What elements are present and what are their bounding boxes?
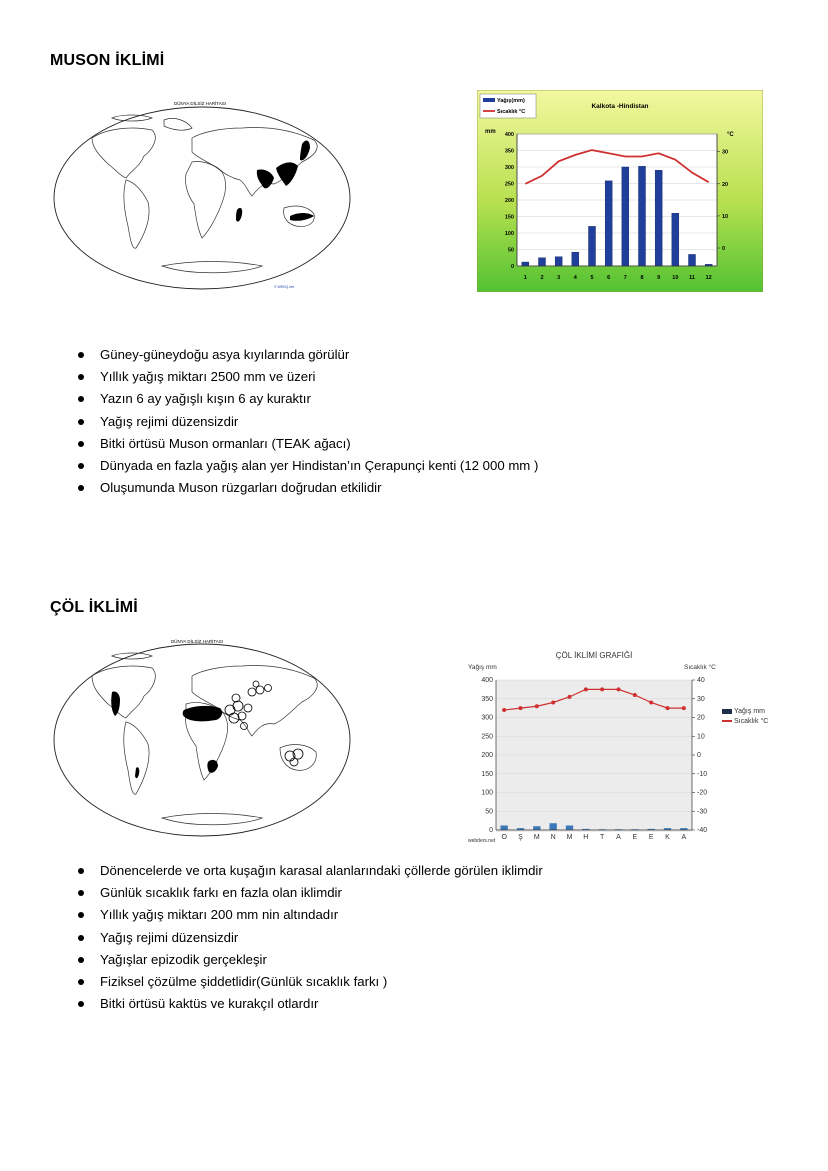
y-left-tick-label: 150 [481,770,493,778]
y-left-tick-label: 0 [489,827,493,834]
bar [555,257,562,266]
list-item: Günlük sıcaklık farkı en fazla olan iklimdir [78,882,543,904]
x-tick-label: M [566,834,573,841]
y-right-tick-label: 20 [697,714,705,722]
y-right-tick-label: 40 [697,677,705,684]
chart-title: ÇÖL İKLİMİ GRAFİĞİ [555,651,633,660]
list-item: Yazın 6 ay yağışlı kışın 6 ay kuraktır [78,388,538,410]
x-tick-label: K [665,834,670,841]
list-item: Dönencelerde ve orta kuşağın karasal alanlarındaki çöllerde görülen iklimdir [78,860,543,882]
bar [500,826,507,831]
temperature-point [617,687,621,691]
x-tick-label: 10 [672,275,679,281]
chart-source: webders.net [468,838,496,844]
x-tick-label: E [648,834,654,841]
x-tick-label: A [681,834,687,841]
monsoon-world-map [52,98,352,293]
bar [622,167,629,266]
temperature-point [600,687,604,691]
y-right-tick-label: -40 [697,827,708,834]
y-left-tick-label: 100 [481,789,493,797]
y-right-tick-label: 0 [722,246,726,253]
legend-temp: Sıcaklık °C [497,109,526,115]
y-left-label: mm [485,129,496,135]
y-left-tick-label: 300 [504,165,514,171]
y-left-tick-label: 350 [504,148,514,155]
temperature-point [633,693,637,697]
legend-item-temp [722,717,768,727]
x-tick-label: A [616,834,621,841]
desert-legend [722,707,768,727]
bar [539,258,546,266]
y-left-tick-label: 0 [510,264,514,270]
legend-precip: Yağış(mm) [497,98,525,104]
y-right-label: Sıcaklık °C [684,664,716,671]
x-tick-label: 7 [623,275,627,281]
list-item: Güney-güneydoğu asya kıyılarında görülür [78,344,538,366]
x-tick-label: 6 [607,275,611,281]
legend-swatch [722,709,732,713]
list-item: Fiziksel çözülme şiddetlidir(Günlük sıcaklık farkı ) [78,971,543,993]
y-left-tick-label: 300 [481,714,493,722]
monsoon-map-title: DÜNYA DİLSİZ HARİTASI [173,101,227,106]
monsoon-bullet-list [78,344,538,499]
y-right-tick-label: 10 [722,213,729,220]
y-left-tick-label: 200 [481,752,493,759]
y-left-tick-label: 400 [481,677,493,684]
y-left-tick-label: 350 [481,695,493,703]
y-right-tick-label: -30 [697,808,708,816]
list-item: Yağış rejimi düzensizdir [78,411,538,433]
desert-map-title: DÜNYA DİLSİZ HARİTASI [170,639,224,644]
legend-swatch [722,720,732,722]
y-right-tick-label: 10 [697,733,705,741]
bar [689,254,696,266]
temperature-point [649,701,653,705]
bar [572,252,579,266]
temperature-point [682,706,686,710]
x-tick-label: 3 [557,275,561,281]
temperature-point [519,706,523,710]
x-tick-label: 4 [573,275,577,281]
list-item: Bitki örtüsü kaktüs ve kurakçıl otlardır [78,993,543,1015]
x-tick-label: H [583,834,589,841]
y-left-label: Yağış mm [468,664,497,671]
x-tick-label: 12 [705,275,712,281]
list-item: Yıllık yağış miktarı 2500 mm ve üzeri [78,366,538,388]
list-item: Yıllık yağış miktarı 200 mm nin altındadır [78,904,543,926]
y-left-tick-label: 150 [504,214,514,221]
bar [522,262,529,266]
y-right-tick-label: 30 [722,149,729,156]
desert-bullet-list [78,860,543,1015]
legend-label: Yağış mm [734,708,765,715]
x-tick-label: 9 [657,275,661,281]
legend-item-precip [722,707,768,717]
temperature-point [666,706,670,710]
x-tick-label: 5 [590,275,594,281]
y-left-tick-label: 250 [504,181,514,188]
y-left-tick-label: 200 [504,198,514,204]
bar [533,826,540,830]
x-tick-label: Ş [518,834,523,841]
temperature-point [551,701,555,705]
temperature-point [502,708,506,712]
bar [672,213,679,266]
bar [605,181,612,266]
x-tick-label: 8 [640,275,644,281]
y-right-label: °C [727,132,734,138]
temperature-point [568,695,572,699]
x-tick-label: 1 [523,275,527,281]
x-tick-label: T [600,834,605,841]
monsoon-climate-chart [477,90,763,292]
monsoon-title: MUSON İKLİMİ [50,52,165,69]
y-right-tick-label: 0 [697,752,701,759]
temperature-point [584,687,588,691]
bar [639,166,646,266]
list-item: Yağış rejimi düzensizdir [78,927,543,949]
list-item: Yağışlar epizodik gerçekleşir [78,949,543,971]
desert-title: ÇÖL İKLİMİ [50,599,138,616]
desert-world-map [52,636,352,841]
y-left-tick-label: 50 [507,247,514,254]
list-item: Dünyada en fazla yağış alan yer Hindistan’ın Çerapunçi kenti (12 000 mm ) [78,455,538,477]
y-right-tick-label: 30 [697,695,705,703]
y-left-tick-label: 50 [485,808,493,816]
y-left-tick-label: 250 [481,733,493,741]
legend-label: Sıcaklık °C [734,718,769,725]
x-tick-label: 2 [540,275,544,281]
bar [589,226,596,266]
x-tick-label: O [501,834,507,841]
y-right-tick-label: -20 [697,789,708,797]
bar [566,826,573,831]
y-right-tick-label: -10 [697,770,708,778]
bar [549,823,556,830]
x-tick-label: M [533,834,540,841]
monsoon-map-credit: © WEKQ.net [274,285,295,289]
bar [655,170,662,266]
temperature-point [535,704,539,708]
desert-climate-chart [466,645,769,845]
list-item: Bitki örtüsü Muson ormanları (TEAK ağacı) [78,433,538,455]
x-tick-label: E [632,834,638,841]
list-item: Oluşumunda Muson rüzgarları doğrudan etkilidir [78,477,538,499]
y-left-tick-label: 400 [504,132,514,138]
y-left-tick-label: 100 [504,231,514,237]
x-tick-label: 11 [689,275,695,281]
y-right-tick-label: 20 [722,181,729,188]
x-tick-label: N [550,834,556,841]
chart-title: Kalkota -Hindistan [591,103,649,110]
